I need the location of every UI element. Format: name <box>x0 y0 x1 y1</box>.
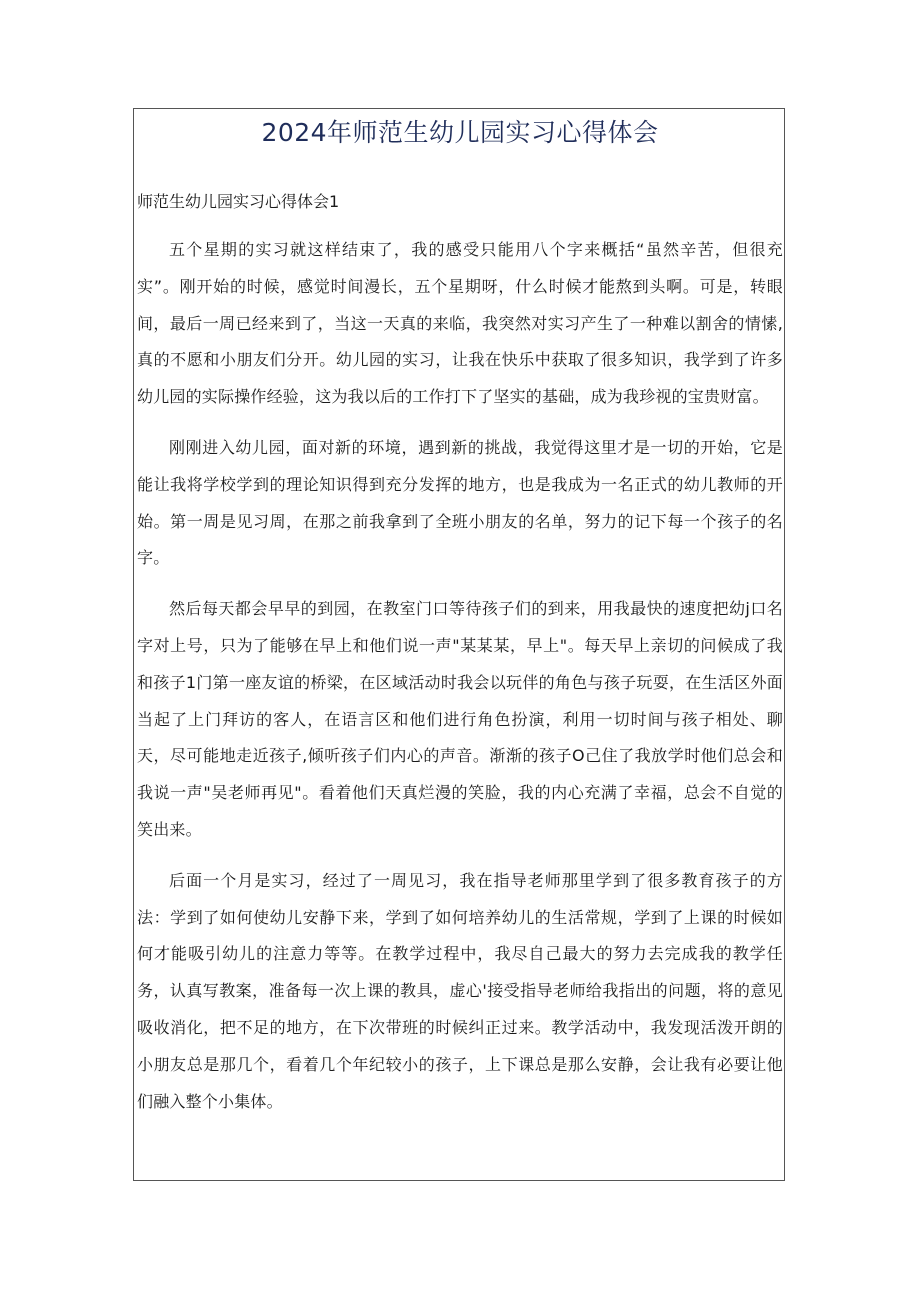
paragraph-2: 刚刚进入幼儿园，面对新的环境，遇到新的挑战，我觉得这里才是一切的开始，它是能让我将学校学到的理论知识得到充分发挥的地方，也是我成为一名正式的幼儿教师的开始。第一周是见习周，在那之前我拿到了全班小朋友的名单，努力的记下每一个孩子的名字。 <box>137 437 783 568</box>
paragraph-1: 五个星期的实习就这样结束了，我的感受只能用八个字来概括“虽然辛苦，但很充实”。刚开始的时候，感觉时间漫长，五个星期呀，什么时候才能熬到头啊。可是，转眼间，最后一周已经来到了，当这一天真的来临，我突然对实习产生了一种难以割舍的情愫,真的不愿和小朋友们分开。幼儿园的实习，让我在快乐中获取了很多知识，我学到了许多幼儿园的实际操作经验，这为我以后的工作打下了坚实的基础，成为我珍视的宝贵财富。 <box>137 240 783 407</box>
paragraph-4: 后面一个月是实习，经过了一周见习，我在指导老师那里学到了很多教育孩子的方法：学到了如何使幼儿安静下来，学到了如何培养幼儿的生活常规，学到了上课的时候如何才能吸引幼儿的注意力等等。在教学过程中，我尽自己最大的努力去完成我的教学任务，认真写教案，准备每一次上课的教具，虚心'接受指导老师给我指出的问题，将的意见吸收消化，把不足的地方，在下次带班的时候纠正过来。教学活动中，我发现活泼开朗的小朋友总是那几个，看着几个年纪较小的孩子，上下课总是那么安静，会让我有必要让他们融入整个小集体。 <box>137 870 783 1111</box>
document-title: 2024年师范生幼儿园实习心得体会 <box>261 118 659 147</box>
document-body <box>137 232 783 1134</box>
paragraph-3: 然后每天都会早早的到园，在教室门口等待孩子们的到来，用我最快的速度把幼j口名字对上号，只为了能够在早上和他们说一声"某某某，早上"。每天早上亲切的问候成了我和孩子1门第一座友谊的桥梁，在区域活动时我会以玩伴的角色与孩子玩耍，在生活区外面当起了上门拜访的客人，在语言区和他们进行角色扮演，利用一切时间与孩子相处、聊天，尽可能地走近孩子,倾听孩子们内心的声音。渐渐的孩子O己住了我放学时他们总会和我说一声"吴老师再见"。看着他们天真烂漫的笑脸，我的内心充满了幸福，总会不自觉的笑出来。 <box>137 599 783 839</box>
section-heading: 师范生幼儿园实习心得体会1 <box>137 192 340 211</box>
